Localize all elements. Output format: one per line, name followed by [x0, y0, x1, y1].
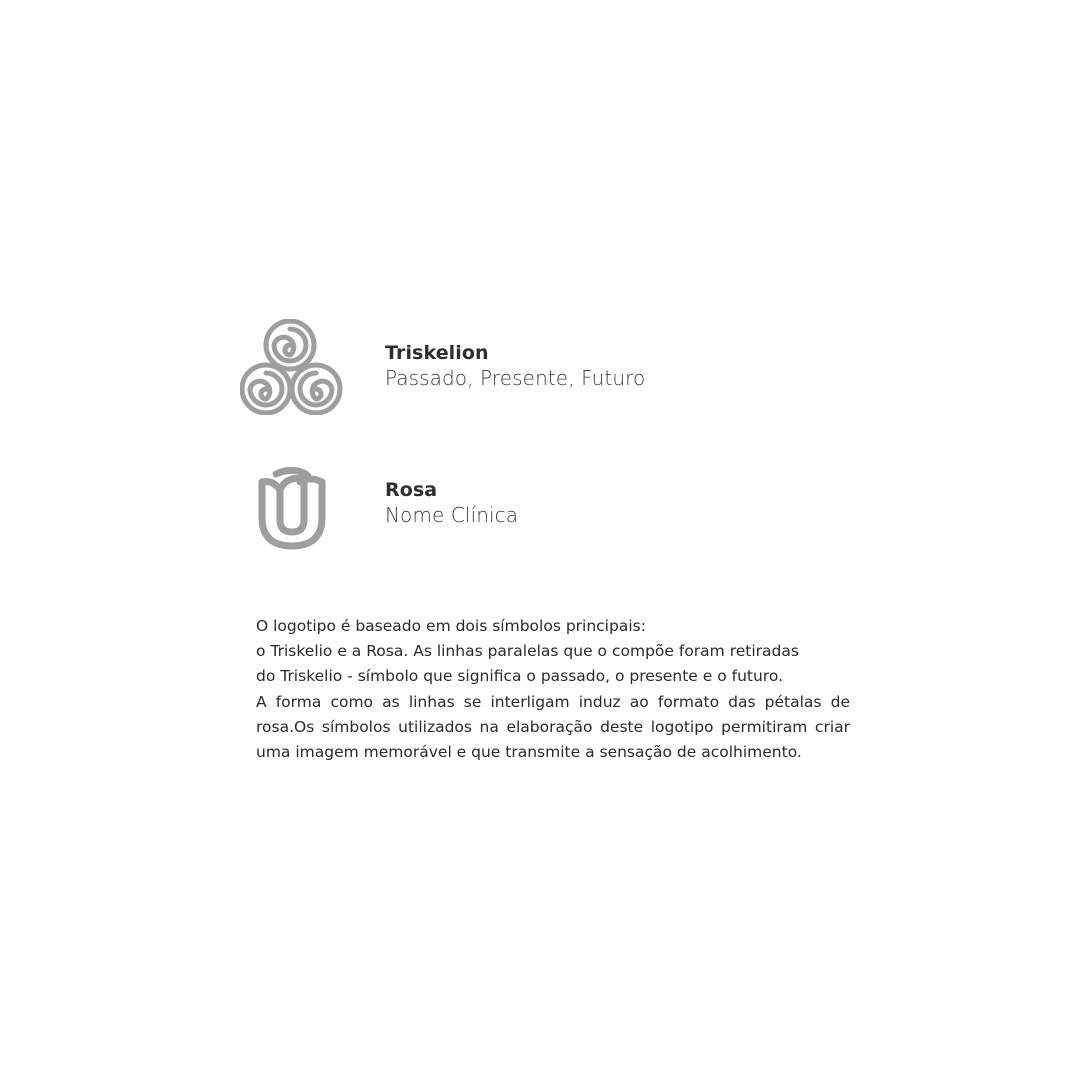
symbol-name: Triskelion: [385, 342, 489, 364]
symbol-row-rosa: [0, 462, 1080, 572]
description-line: A forma como as linhas se interligam induz ao formato das pétalas de: [256, 692, 850, 711]
symbol-text-triskelion: [385, 341, 645, 391]
logo-description: [256, 614, 850, 765]
description-line: uma imagem memorável e que transmite a sensação de acolhimento.: [256, 743, 802, 762]
description-line: rosa.Os símbolos utilizados na elaboração deste logotipo permitiram criar: [256, 717, 850, 736]
triskelion-icon: [240, 319, 344, 415]
symbol-meaning: Passado, Presente, Futuro: [385, 366, 646, 390]
description-line: do Triskelio - símbolo que significa o passado, o presente e o futuro.: [256, 667, 783, 686]
description-line: O logotipo é baseado em dois símbolos principais:: [256, 617, 646, 635]
description-line: o Triskelio e a Rosa. As linhas paralelas que o compõe foram retiradas: [256, 642, 799, 661]
symbol-row-triskelion: [0, 315, 1080, 425]
symbol-name: Rosa: [385, 479, 438, 501]
rose-icon: [254, 466, 330, 552]
symbol-text-rosa: [385, 478, 518, 528]
symbol-meaning: Nome Clínica: [385, 503, 519, 527]
